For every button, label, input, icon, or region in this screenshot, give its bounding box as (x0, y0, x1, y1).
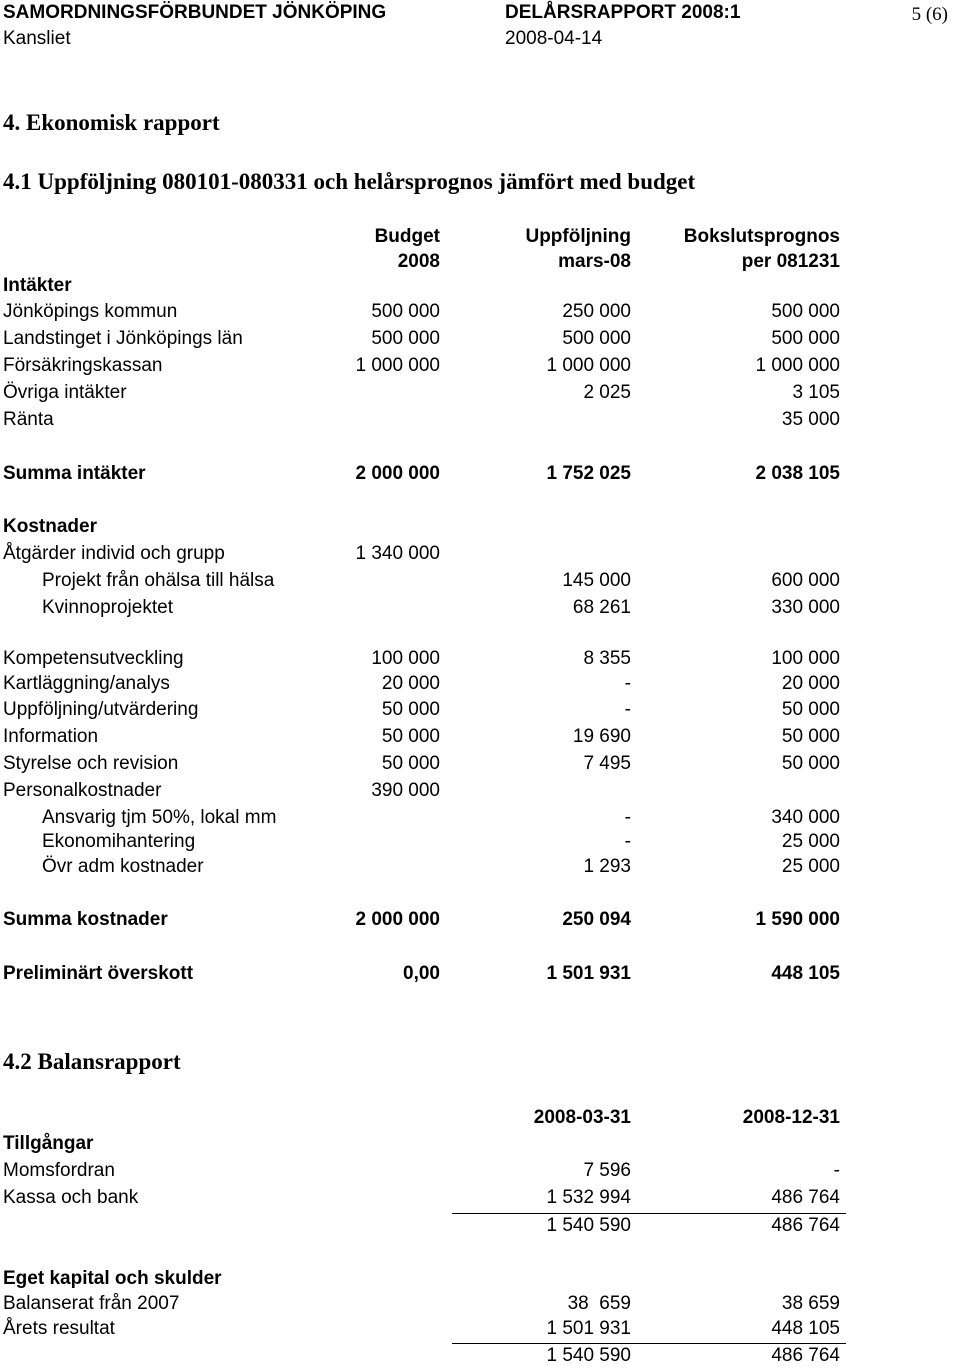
followup-value: 145 000 (562, 570, 631, 591)
budget-value: 500 000 (371, 328, 440, 349)
followup-value: - (624, 673, 631, 694)
followup-value: 1 501 931 (546, 963, 631, 984)
followup-value: 1 752 025 (546, 463, 631, 484)
row-label: Kvinnoprojektet (42, 597, 173, 618)
forecast-value: 330 000 (771, 597, 840, 618)
row-label: Preliminärt överskott (3, 963, 194, 984)
table-row (0, 301, 960, 325)
row-label: Åtgärder individ och grupp (3, 543, 225, 564)
col-subhead-forecast: per 081231 (741, 251, 840, 272)
report-date: 2008-04-14 (505, 28, 603, 49)
table-row (0, 570, 960, 594)
forecast-value: 448 105 (771, 963, 840, 984)
forecast-value: 50 000 (781, 726, 840, 747)
period-value: 1 540 590 (546, 1215, 631, 1236)
table-row (0, 382, 960, 406)
table-row (0, 699, 960, 723)
followup-value: 1 293 (583, 856, 631, 877)
table-row (0, 856, 960, 880)
year-end-value: 486 764 (771, 1345, 840, 1366)
sum-rule (452, 1213, 846, 1214)
forecast-value: 25 000 (781, 831, 840, 852)
asset-row (0, 1187, 960, 1211)
col-subhead-followup: mars-08 (558, 251, 631, 272)
forecast-value: 500 000 (771, 328, 840, 349)
forecast-value: 3 105 (792, 382, 840, 403)
table-row (0, 726, 960, 750)
cost-heading (0, 516, 960, 540)
income-heading (0, 275, 960, 299)
col-head-period: 2008-03-31 (533, 1107, 631, 1128)
budget-value: 0,00 (403, 963, 440, 984)
table-row (0, 597, 960, 621)
table-row (0, 807, 960, 831)
budget-value: 2 000 000 (355, 909, 440, 930)
row-label: Övriga intäkter (3, 382, 127, 403)
followup-value: 2 025 (583, 382, 631, 403)
balance-title: 4.2 Balansrapport (3, 1049, 181, 1074)
budget-value: 390 000 (371, 780, 440, 801)
income-title: Intäkter (3, 275, 72, 296)
followup-value: 250 000 (562, 301, 631, 322)
org-name: SAMORDNINGSFÖRBUNDET JÖNKÖPING (3, 2, 387, 23)
row-label: Kassa och bank (3, 1187, 139, 1208)
table-row (0, 673, 960, 697)
forecast-value: 2 038 105 (755, 463, 840, 484)
year-end-value: 486 764 (771, 1215, 840, 1236)
row-label: Jönköpings kommun (3, 301, 178, 322)
forecast-value: 100 000 (771, 648, 840, 669)
table-row (0, 780, 960, 804)
sum-rule (452, 1343, 846, 1344)
assets-total-row (0, 1215, 960, 1239)
followup-value: 7 495 (583, 753, 631, 774)
table-row (0, 543, 960, 567)
followup-value: - (624, 699, 631, 720)
followup-value: - (624, 831, 631, 852)
budget-value: 50 000 (381, 699, 440, 720)
forecast-value: 50 000 (781, 753, 840, 774)
year-end-value: 486 764 (771, 1187, 840, 1208)
budget-value: 50 000 (381, 753, 440, 774)
followup-value: 1 000 000 (546, 355, 631, 376)
followup-value: 19 690 (572, 726, 631, 747)
row-label: Årets resultat (3, 1318, 115, 1339)
row-label: Personalkostnader (3, 780, 162, 801)
budget-value: 50 000 (381, 726, 440, 747)
budget-value: 500 000 (371, 301, 440, 322)
forecast-value: 1 000 000 (755, 355, 840, 376)
section-subtitle: 4.1 Uppföljning 080101-080331 och helårsprognos jämfört med budget (3, 169, 696, 194)
followup-value: 68 261 (572, 597, 631, 618)
period-value: 7 596 (583, 1160, 631, 1181)
section-title: 4. Ekonomisk rapport (3, 110, 220, 135)
balance-column-headers (0, 1107, 960, 1131)
forecast-value: 50 000 (781, 699, 840, 720)
forecast-value: 500 000 (771, 301, 840, 322)
followup-value: - (624, 807, 631, 828)
equity-row (0, 1293, 960, 1317)
forecast-value: 600 000 (771, 570, 840, 591)
table-row (0, 409, 960, 433)
equity-heading (0, 1268, 960, 1292)
forecast-value: 1 590 000 (755, 909, 840, 930)
row-label: Kompetensutveckling (3, 648, 184, 669)
forecast-value: 20 000 (781, 673, 840, 694)
col-subhead-budget: 2008 (397, 251, 440, 272)
col-head-followup: Uppföljning (525, 226, 631, 247)
table-row (0, 355, 960, 379)
table-row (0, 831, 960, 855)
table-row (0, 648, 960, 672)
row-label: Projekt från ohälsa till hälsa (42, 570, 275, 591)
table-row (0, 328, 960, 352)
followup-value: 250 094 (562, 909, 631, 930)
col-head-year-end: 2008-12-31 (742, 1107, 840, 1128)
forecast-value: 340 000 (771, 807, 840, 828)
cost-total-row (0, 909, 960, 933)
row-label: Landstinget i Jönköpings län (3, 328, 243, 349)
row-label: Summa intäkter (3, 463, 146, 484)
equity-row (0, 1318, 960, 1342)
forecast-value: 25 000 (781, 856, 840, 877)
row-label: Ekonomihantering (42, 831, 196, 852)
income-total-row (0, 463, 960, 487)
budget-value: 1 000 000 (355, 355, 440, 376)
row-label: Ansvarig tjm 50%, lokal mm (42, 807, 277, 828)
row-label: Försäkringskassan (3, 355, 163, 376)
row-label: Styrelse och revision (3, 753, 179, 774)
year-end-value: 448 105 (771, 1318, 840, 1339)
row-label: Momsfordran (3, 1160, 115, 1181)
forecast-value: 35 000 (781, 409, 840, 430)
assets-heading (0, 1133, 960, 1157)
report-title: DELÅRSRAPPORT 2008:1 (505, 2, 741, 23)
row-label: Information (3, 726, 99, 747)
department: Kansliet (3, 28, 71, 49)
row-label: Ränta (3, 409, 54, 430)
table-row (0, 753, 960, 777)
equity-title: Eget kapital och skulder (3, 1268, 222, 1289)
period-value: 1 532 994 (546, 1187, 631, 1208)
budget-value: 20 000 (381, 673, 440, 694)
followup-value: 8 355 (583, 648, 631, 669)
row-label: Övr adm kostnader (42, 856, 204, 877)
row-label: Uppföljning/utvärdering (3, 699, 199, 720)
year-end-value: - (833, 1160, 840, 1181)
row-label: Kartläggning/analys (3, 673, 170, 694)
budget-value: 1 340 000 (355, 543, 440, 564)
budget-value: 2 000 000 (355, 463, 440, 484)
budget-value: 100 000 (371, 648, 440, 669)
row-label: Summa kostnader (3, 909, 168, 930)
assets-title: Tillgångar (3, 1133, 94, 1154)
followup-value: 500 000 (562, 328, 631, 349)
result-row (0, 963, 960, 987)
asset-row (0, 1160, 960, 1184)
column-subheaders (0, 251, 960, 275)
page-number: 5 (6) (911, 4, 948, 25)
row-label: Balanserat från 2007 (3, 1293, 180, 1314)
period-value: 1 501 931 (546, 1318, 631, 1339)
col-head-budget: Budget (374, 226, 440, 247)
period-value: 1 540 590 (546, 1345, 631, 1366)
equity-total-row (0, 1345, 960, 1369)
period-value: 38 659 (567, 1293, 631, 1314)
column-headers (0, 226, 960, 250)
year-end-value: 38 659 (781, 1293, 840, 1314)
cost-title: Kostnader (3, 516, 97, 537)
col-head-forecast: Bokslutsprognos (683, 226, 840, 247)
